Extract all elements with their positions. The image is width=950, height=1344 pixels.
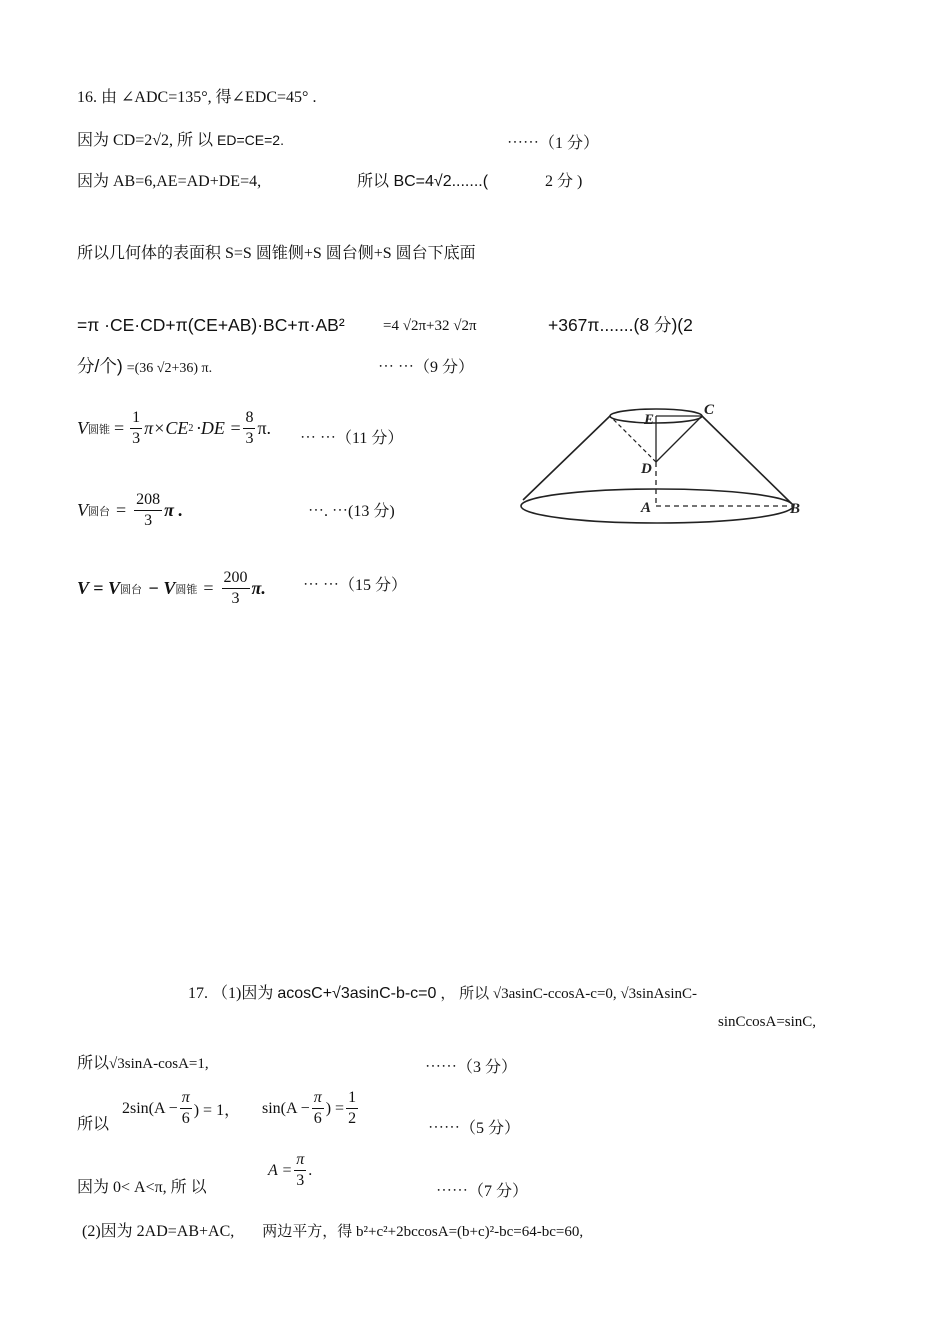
q16-line-3-result: 所以 BC=4√2.......( bbox=[357, 173, 489, 190]
q17-line-5-prefix: 因为 0< A<π, 所 以 bbox=[77, 1179, 207, 1196]
q17-score-7: ⋯⋯（7 分） bbox=[436, 1183, 529, 1200]
v-sub-frustum: 圆台 bbox=[88, 505, 110, 518]
q17-line-2: sinCcosA=sinC, bbox=[718, 1014, 817, 1030]
v-sub-frustum: 圆台 bbox=[119, 583, 142, 596]
q16-surface-area-formula bbox=[77, 315, 345, 335]
q17-line-1-prefix: 17. （1)因为 bbox=[188, 985, 274, 1002]
equals: = bbox=[116, 500, 127, 520]
label-b: B bbox=[790, 501, 801, 517]
v-total-end: π. bbox=[251, 578, 266, 598]
denominator: 2 bbox=[348, 1110, 357, 1127]
q16-score-1: ⋯⋯（1 分） bbox=[507, 135, 600, 152]
numerator: 208 bbox=[134, 492, 162, 511]
v-symbol: V bbox=[77, 418, 88, 438]
v-sub-cone: 圆锥 bbox=[175, 583, 198, 596]
label-c: C bbox=[704, 402, 715, 418]
q17-line-6-rest: 两边平方，得 b²+c²+2bccosA=(b+c)²-bc=64-bc=60, bbox=[262, 1224, 584, 1240]
numerator: π bbox=[180, 1090, 192, 1109]
fraction-eight-thirds bbox=[243, 410, 255, 447]
label-a: A bbox=[641, 500, 652, 516]
fraction-pi-six bbox=[312, 1090, 324, 1127]
q16-line-6-result: =(36 √2+36) π. bbox=[126, 361, 213, 376]
frustum-cone-figure bbox=[520, 400, 810, 535]
v-frustum-end: π . bbox=[164, 500, 183, 520]
v-total-minus: − V bbox=[147, 578, 176, 598]
q17-line-6-given: (2)因为 2AD=AB+AC, bbox=[82, 1223, 235, 1240]
numerator: π bbox=[312, 1090, 324, 1109]
v-frustum-formula bbox=[77, 492, 183, 529]
v-total-formula bbox=[77, 570, 266, 607]
denominator: 3 bbox=[296, 1172, 305, 1189]
numerator: 200 bbox=[222, 570, 250, 589]
fraction-one-half bbox=[346, 1090, 358, 1127]
denominator: 3 bbox=[144, 512, 153, 529]
f4a-post: ) = 1， bbox=[193, 1102, 241, 1119]
f4a-pre: 2sin(A − bbox=[122, 1099, 178, 1117]
v-cone-rest: ·DE = bbox=[196, 418, 242, 438]
equals: = bbox=[114, 418, 125, 438]
v-sub-cone: 圆锥 bbox=[88, 423, 110, 436]
q17-score-5: ⋯⋯（5 分） bbox=[428, 1120, 521, 1137]
q16-line-2 bbox=[77, 130, 284, 151]
denominator: 3 bbox=[132, 430, 141, 447]
q17-formula-sin-b bbox=[262, 1090, 360, 1127]
q17-line-1-rest: ， 所以 √3asinC-ccosA-c=0, √3sinAsinC- bbox=[440, 986, 697, 1002]
f5-pre: A = bbox=[268, 1161, 293, 1179]
f5-post: . bbox=[308, 1161, 313, 1179]
v-cone-middle: π×CE bbox=[144, 418, 189, 438]
q16-line-6 bbox=[77, 356, 212, 379]
q17-formula-sin-a bbox=[122, 1090, 240, 1127]
q17-formula-a-value bbox=[268, 1152, 312, 1189]
q16-line-6-unit: 分/个) bbox=[77, 356, 123, 376]
q17-line-6 bbox=[82, 1222, 583, 1242]
q16-line-3-score: 2 分 ) bbox=[545, 173, 583, 190]
q17-line-3-eq: √3sinA-cosA=1, bbox=[109, 1056, 209, 1072]
left-slant bbox=[523, 416, 610, 500]
v-cone-end: π. bbox=[257, 418, 272, 438]
q16-formula-part-1: =π ·CE·CD+π(CE+AB)·BC+π·AB² bbox=[77, 315, 345, 335]
q16-line-2-text: 因为 CD=2√2, 所 以 bbox=[77, 132, 214, 149]
q16-line-2-mono: ED=CE=2. bbox=[217, 132, 284, 148]
q16-score-13: ⋯. ⋯(13 分) bbox=[308, 503, 395, 520]
q17-line-1-given: acosC+√3asinC-b-c=0 bbox=[277, 985, 437, 1002]
q16-line-3-given: 因为 AB=6,AE=AD+DE=4, bbox=[77, 173, 262, 190]
q16-line-3 bbox=[77, 172, 261, 192]
fraction-pi-three bbox=[294, 1152, 306, 1189]
equals: = bbox=[203, 578, 214, 598]
q16-formula-part-2: =4 √2π+32 √2π bbox=[383, 318, 477, 334]
numerator: 1 bbox=[346, 1090, 358, 1109]
f4b-post: ) = bbox=[325, 1099, 345, 1117]
numerator: 1 bbox=[130, 410, 142, 429]
q17-line-3-prefix: 所以 bbox=[77, 1055, 110, 1072]
label-e: E bbox=[644, 412, 655, 428]
denominator: 6 bbox=[181, 1110, 190, 1127]
q17-score-3: ⋯⋯（3 分） bbox=[425, 1059, 518, 1076]
superscript: 2 bbox=[188, 423, 194, 434]
denominator: 6 bbox=[313, 1110, 322, 1127]
fraction-200-thirds bbox=[222, 570, 250, 607]
fraction-208-thirds bbox=[134, 492, 162, 529]
f4b-pre: sin(A − bbox=[262, 1099, 310, 1117]
q17-line-1 bbox=[188, 984, 697, 1004]
q17-line-3 bbox=[77, 1054, 209, 1074]
q16-line-1: 16. 由 ∠ADC=135°, 得∠EDC=45° . bbox=[77, 89, 317, 106]
denominator: 3 bbox=[231, 590, 240, 607]
denominator: 3 bbox=[245, 430, 254, 447]
q16-score-9: ⋯ ⋯（9 分） bbox=[378, 359, 475, 376]
label-d: D bbox=[641, 461, 652, 477]
fraction-one-third bbox=[130, 410, 142, 447]
q17-line-4-prefix: 所以 bbox=[77, 1116, 110, 1133]
q16-formula-part-3: +367π.......(8 分)(2 bbox=[548, 315, 693, 335]
v-cone-formula bbox=[77, 410, 271, 447]
numerator: π bbox=[294, 1152, 306, 1171]
numerator: 8 bbox=[243, 410, 255, 429]
v-symbol: V bbox=[77, 500, 88, 520]
q16-score-15: ⋯ ⋯（15 分） bbox=[303, 577, 408, 594]
q16-surface-area-heading: 所以几何体的表面积 S=S 圆锥侧+S 圆台侧+S 圆台下底面 bbox=[77, 245, 476, 262]
fraction-pi-six bbox=[180, 1090, 192, 1127]
v-total-lhs: V = V bbox=[77, 578, 120, 598]
q16-score-11: ⋯ ⋯（11 分） bbox=[300, 430, 404, 447]
